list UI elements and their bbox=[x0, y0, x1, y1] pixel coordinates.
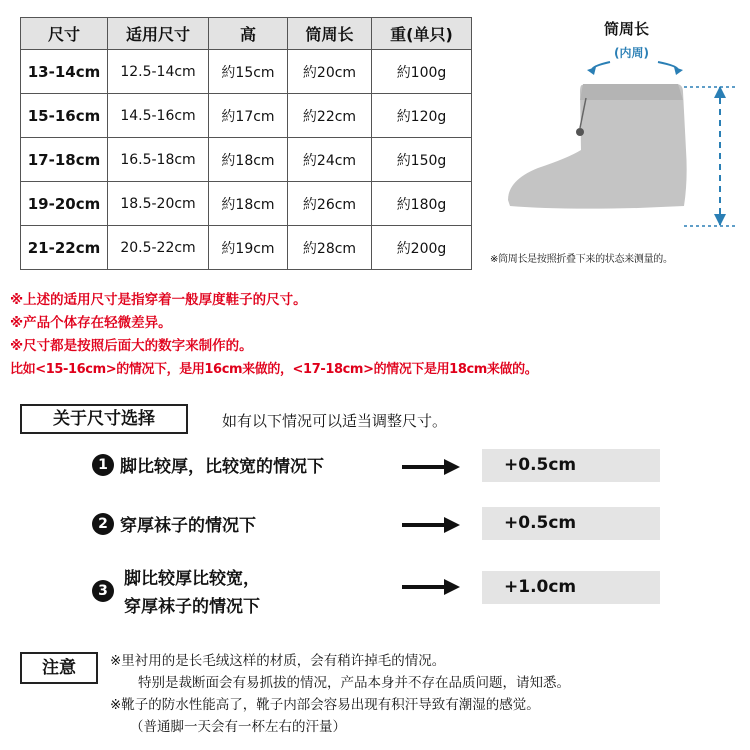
size-table bbox=[20, 17, 472, 270]
cell-weight: 約180g bbox=[372, 182, 472, 226]
cell-circumference: 約24cm bbox=[288, 138, 372, 182]
table-row bbox=[21, 50, 472, 94]
boot-illustration bbox=[488, 40, 748, 240]
case-text: 穿厚袜子的情况下 bbox=[120, 516, 256, 536]
cell-size: 21-22cm bbox=[21, 226, 108, 270]
adjust-case-2 bbox=[92, 511, 256, 536]
cell-height: 約19cm bbox=[209, 226, 288, 270]
table-row bbox=[21, 226, 472, 270]
case-text-line: 脚比较厚比较宽， bbox=[124, 569, 260, 589]
cell-weight: 約150g bbox=[372, 138, 472, 182]
red-note: ※尺寸都是按照后面大的数字来制作的。 bbox=[10, 338, 253, 354]
header-fit-size: 适用尺寸 bbox=[108, 18, 209, 50]
header-shaft-circumference: 筒周长 bbox=[288, 18, 372, 50]
cell-circumference: 約20cm bbox=[288, 50, 372, 94]
cell-height: 約15cm bbox=[209, 50, 288, 94]
cell-size: 13-14cm bbox=[21, 50, 108, 94]
cell-circumference: 約26cm bbox=[288, 182, 372, 226]
cell-circumference: 約28cm bbox=[288, 226, 372, 270]
adjust-case-1 bbox=[92, 452, 324, 477]
adjust-value-box: +0.5cm bbox=[482, 507, 660, 540]
table-row bbox=[21, 182, 472, 226]
cell-fit-size: 20.5-22cm bbox=[108, 226, 209, 270]
notice-line: （普通脚一天会有一杯左右的汗量） bbox=[130, 719, 346, 735]
number-badge-2-icon: 2 bbox=[92, 513, 114, 535]
cell-weight: 約200g bbox=[372, 226, 472, 270]
red-notes bbox=[10, 289, 750, 381]
adjust-value-box: +1.0cm bbox=[482, 571, 660, 604]
red-note: ※产品个体存在轻微差异。 bbox=[10, 315, 172, 331]
arrow-right-icon bbox=[402, 515, 460, 535]
adjust-value-box: +0.5cm bbox=[482, 449, 660, 482]
notice-text bbox=[110, 650, 750, 738]
cell-fit-size: 14.5-16cm bbox=[108, 94, 209, 138]
red-note: ※上述的适用尺寸是指穿着一般厚度鞋子的尺寸。 bbox=[10, 292, 307, 308]
size-selection-description: 如有以下情况可以适当调整尺寸。 bbox=[222, 412, 448, 430]
cell-circumference: 約22cm bbox=[288, 94, 372, 138]
cell-height: 約17cm bbox=[209, 94, 288, 138]
notice-line: ※里衬用的是长毛绒这样的材质，会有稍许掉毛的情况。 bbox=[110, 653, 446, 669]
cell-height: 約18cm bbox=[209, 182, 288, 226]
header-weight: 重(单只) bbox=[372, 18, 472, 50]
header-height: 高 bbox=[209, 18, 288, 50]
cell-size: 19-20cm bbox=[21, 182, 108, 226]
table-row bbox=[21, 138, 472, 182]
cell-size: 17-18cm bbox=[21, 138, 108, 182]
notice-line: ※靴子的防水性能高了，靴子内部会容易出现有积汗导致有潮湿的感觉。 bbox=[110, 697, 540, 713]
boot-figure-title: 筒周长 bbox=[604, 20, 650, 38]
table-header-row bbox=[21, 18, 472, 50]
cell-weight: 約100g bbox=[372, 50, 472, 94]
arrow-right-icon bbox=[402, 577, 460, 597]
cell-fit-size: 18.5-20cm bbox=[108, 182, 209, 226]
arrow-right-icon bbox=[402, 457, 460, 477]
number-badge-3-icon: 3 bbox=[92, 580, 114, 602]
header-size: 尺寸 bbox=[21, 18, 108, 50]
notice-line: 特别是裁断面会有易抓拔的情况，产品本身并不存在品质问题，请知悉。 bbox=[138, 675, 570, 691]
number-badge-1-icon: 1 bbox=[92, 454, 114, 476]
case-text-line: 穿厚袜子的情况下 bbox=[124, 597, 260, 617]
cell-size: 15-16cm bbox=[21, 94, 108, 138]
cell-fit-size: 12.5-14cm bbox=[108, 50, 209, 94]
red-note: 比如<15-16cm>的情况下，是用16cm来做的，<17-18cm>的情况下是用18cm来做的。 bbox=[10, 362, 538, 377]
boot-measure-note: ※筒周长是按照折叠下来的状态来测量的。 bbox=[490, 254, 673, 265]
table-row bbox=[21, 94, 472, 138]
cell-fit-size: 16.5-18cm bbox=[108, 138, 209, 182]
notice-title: 注意 bbox=[20, 652, 98, 684]
cell-height: 約18cm bbox=[209, 138, 288, 182]
case-text: 脚比较厚，比较宽的情况下 bbox=[120, 457, 324, 477]
inner-circumference-label: (内周) bbox=[614, 46, 649, 60]
cell-weight: 約120g bbox=[372, 94, 472, 138]
boot-icon bbox=[508, 84, 687, 209]
size-selection-title: 关于尺寸选择 bbox=[20, 404, 188, 434]
